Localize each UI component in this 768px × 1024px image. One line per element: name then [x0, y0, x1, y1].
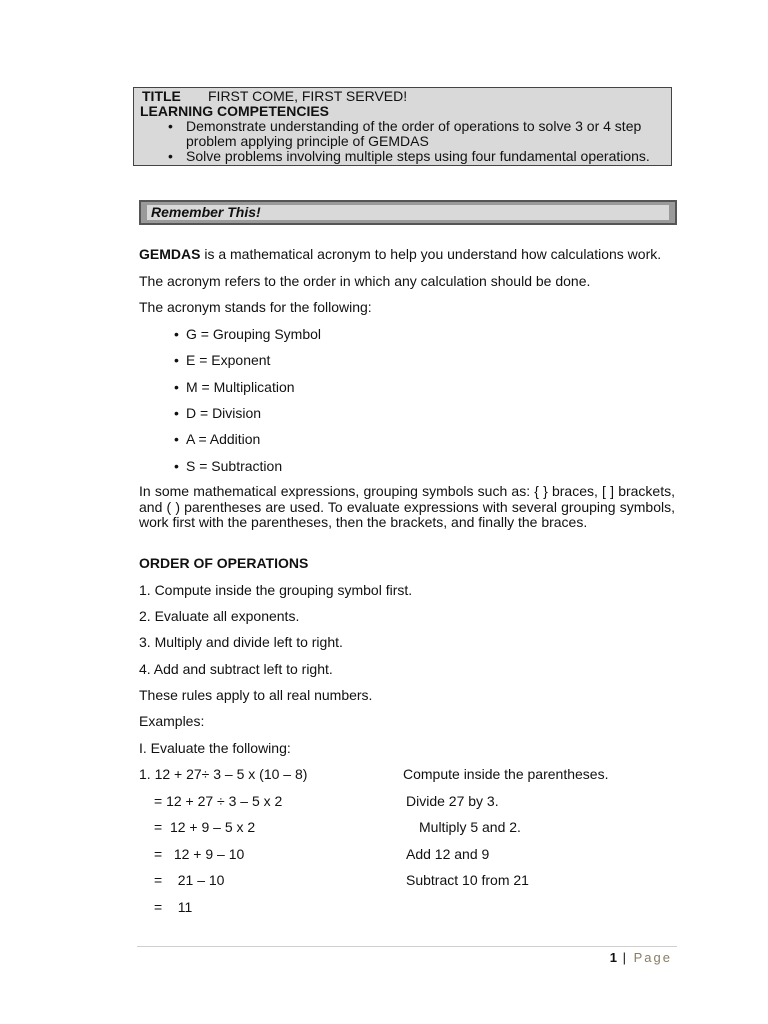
title-box — [133, 87, 672, 166]
order-step: 3. Multiply and divide left to right. — [139, 634, 343, 650]
examples-section: I. Evaluate the following: — [139, 740, 291, 756]
example-explanation: Compute inside the parentheses. — [403, 766, 609, 782]
examples-label: Examples: — [139, 713, 205, 729]
order-step: 1. Compute inside the grouping symbol first. — [139, 582, 413, 598]
bullet-icon: • — [174, 352, 179, 368]
acronym-item: • S = Subtraction — [174, 458, 283, 474]
acronym-item: • E = Exponent — [174, 352, 271, 368]
example-expression: 1. 12 + 27÷ 3 – 5 x (10 – 8) — [139, 766, 308, 782]
example-explanation: Multiply 5 and 2. — [419, 819, 521, 835]
acronym-item: • D = Division — [174, 405, 262, 421]
example-explanation: Subtract 10 from 21 — [406, 872, 529, 888]
bullet-icon: • — [174, 326, 179, 342]
rules-note: These rules apply to all real numbers. — [139, 687, 373, 703]
example-result: = 11 — [154, 899, 193, 915]
gemdas-intro — [139, 246, 661, 262]
page-footer — [610, 950, 672, 965]
order-step: 4. Add and subtract left to right. — [139, 661, 333, 677]
bullet-icon: • — [174, 405, 179, 421]
acronym-item: • M = Multiplication — [174, 379, 295, 395]
competencies-heading: LEARNING COMPETENCIES — [140, 103, 330, 119]
bullet-icon: • — [174, 431, 179, 447]
footer-separator: | — [622, 950, 628, 965]
example-explanation: Add 12 and 9 — [406, 846, 490, 862]
example-expression: = 12 + 9 – 5 x 2 — [154, 819, 256, 835]
acronym-item: • G = Grouping Symbol — [174, 326, 322, 342]
title-value: FIRST COME, FIRST SERVED! — [208, 88, 408, 104]
bullet-icon: • — [174, 458, 179, 474]
competency-1-line1: Demonstrate understanding of the order of operations to solve 3 or 4 step — [186, 118, 642, 134]
footer-divider — [137, 946, 677, 947]
intro-line-3: The acronym stands for the following: — [139, 299, 372, 315]
bullet-icon: • — [174, 379, 179, 395]
order-heading: ORDER OF OPERATIONS — [139, 555, 309, 571]
competency-item — [186, 119, 665, 149]
gemdas-word: GEMDAS — [139, 246, 201, 262]
intro-line-2: The acronym refers to the order in which any calculation should be done. — [139, 273, 591, 289]
example-expression: = 12 + 27 ÷ 3 – 5 x 2 — [154, 793, 283, 809]
page-word: Page — [633, 950, 672, 965]
competency-item: • Solve problems involving multiple steps using four fundamental operations. — [186, 149, 665, 164]
example-explanation: Divide 27 by 3. — [406, 793, 499, 809]
gemdas-definition: is a mathematical acronym to help you understand how calculations work. — [200, 246, 662, 262]
grouping-paragraph: In some mathematical expressions, grouping symbols such as: { } braces, [ ] brackets, and ( ) parentheses are used. To evaluate expressions with several grouping symbols, work first with the parentheses, then the brackets, and finally the braces. — [139, 483, 675, 530]
title-line — [140, 89, 665, 104]
title-label: TITLE — [142, 88, 181, 104]
competency-1-line2: problem applying principle of GEMDAS — [186, 133, 429, 149]
competency-list — [140, 119, 665, 164]
page-number: 1 — [609, 950, 617, 965]
example-expression: = 21 – 10 — [154, 872, 225, 888]
example-expression: = 12 + 9 – 10 — [154, 846, 245, 862]
remember-label: Remember This! — [147, 205, 669, 220]
remember-box — [139, 200, 677, 225]
acronym-item: • A = Addition — [174, 431, 261, 447]
order-step: 2. Evaluate all exponents. — [139, 608, 300, 624]
